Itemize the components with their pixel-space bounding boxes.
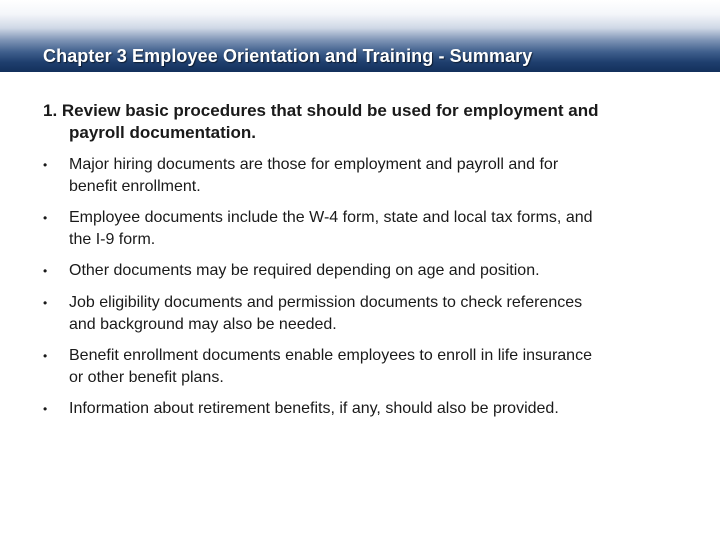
- bullet-dot-icon: •: [43, 211, 48, 225]
- bullet-item-eligibility-documents: [43, 292, 683, 336]
- bullet-text-line-2: the I-9 form.: [69, 231, 156, 248]
- bullet-item-hiring-documents: [43, 154, 683, 198]
- bullet-text-line-1: Major hiring documents are those for employment and payroll and for: [69, 156, 559, 173]
- bullet-text-line-1: Job eligibility documents and permission documents to check references: [69, 294, 583, 311]
- bullet-dot-icon: •: [43, 402, 48, 416]
- bullet-text-line-1: Employee documents include the W-4 form, state and local tax forms, and: [69, 209, 593, 226]
- bullet-text-line-1: Benefit enrollment documents enable employees to enroll in life insurance: [69, 347, 592, 364]
- bullet-dot-icon: •: [43, 158, 48, 172]
- bullet-text-line-1: Other documents may be required depending on age and position.: [69, 262, 540, 279]
- learning-objective: [43, 100, 683, 144]
- bullet-text-line-2: benefit enrollment.: [69, 178, 201, 195]
- bullet-text-line-2: or other benefit plans.: [69, 369, 224, 386]
- slide-title: Chapter 3 Employee Orientation and Training - Summary: [43, 46, 533, 66]
- bullet-item-benefit-enrollment: [43, 345, 683, 389]
- bullet-item-employee-documents: [43, 207, 683, 251]
- title-band: [0, 0, 720, 72]
- objective-line-2: payroll documentation.: [69, 123, 257, 142]
- bullet-text-line-1: Information about retirement benefits, if any, should also be provided.: [69, 400, 559, 417]
- bullet-dot-icon: •: [43, 296, 48, 310]
- bullet-item-retirement-benefits: [43, 398, 683, 420]
- slide-content: [43, 100, 683, 417]
- objective-line-1: 1. Review basic procedures that should be used for employment and: [43, 101, 599, 120]
- bullet-item-other-documents: [43, 260, 683, 282]
- bullet-dot-icon: •: [43, 264, 48, 278]
- bullet-text-line-2: and background may also be needed.: [69, 316, 337, 333]
- bullet-dot-icon: •: [43, 349, 48, 363]
